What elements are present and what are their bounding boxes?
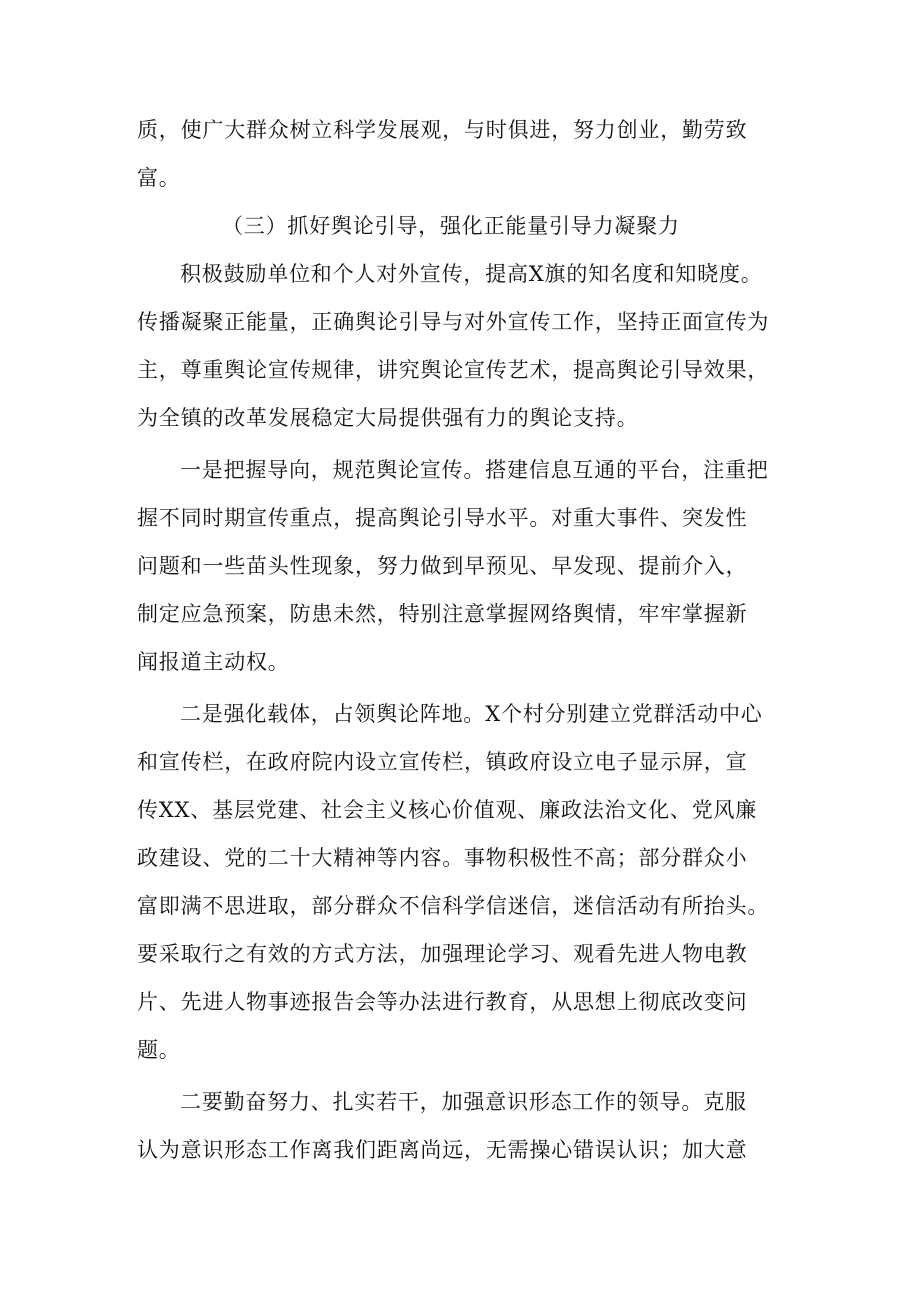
paragraph-line: 题。	[137, 1038, 181, 1062]
paragraph-line: 一是把握导向，规范舆论宣传。搭建信息互通的平台，注重把	[180, 458, 769, 482]
paragraph-line: 富。	[137, 166, 181, 190]
paragraph-line: 和宣传栏，在政府院内设立宣传栏，镇政府设立电子显示屏，宣	[137, 750, 748, 774]
paragraph-line: 片、先进人物事迹报告会等办法进行教育，从思想上彻底改变问	[137, 990, 748, 1014]
paragraph-line: 二是强化载体，占领舆论阵地。X个村分别建立党群活动中心	[180, 702, 763, 726]
paragraph-line: 质，使广大群众树立科学发展观，与时俱进，努力创业，勤劳致	[137, 118, 748, 142]
paragraph-line: 二要勤奋努力、扎实若干，加强意识形态工作的领导。克服	[180, 1090, 747, 1114]
paragraph-line: 政建设、党的二十大精神等内容。事物积极性不高；部分群众小	[137, 846, 748, 870]
paragraph-line: 要采取行之有效的方式方法，加强理论学习、观看先进人物电教	[137, 942, 748, 966]
paragraph-line: 认为意识形态工作离我们距离尚远，无需操心错误认识；加大意	[137, 1138, 748, 1162]
paragraph-line: 积极鼓励单位和个人对外宣传，提高X旗的知名度和知晓度。	[180, 262, 763, 286]
paragraph-line: 握不同时期宣传重点，提高舆论引导水平。对重大事件、突发性	[137, 506, 748, 530]
paragraph-line: 闻报道主动权。	[137, 650, 290, 674]
paragraph-line: 富即满不思进取，部分群众不信科学信迷信，迷信活动有所抬头。	[137, 894, 770, 918]
paragraph-line: 主，尊重舆论宣传规律，讲究舆论宣传艺术，提高舆论引导效果，	[137, 358, 770, 382]
paragraph-line: 传播凝聚正能量，正确舆论引导与对外宣传工作，坚持正面宣传为	[137, 310, 770, 334]
paragraph-line: 问题和一些苗头性现象，努力做到早预见、早发现、提前介入，	[137, 554, 748, 578]
paragraph-line: 传XX、基层党建、社会主义核心价值观、廉政法治文化、党风廉	[137, 798, 758, 822]
section-heading: （三）抓好舆论引导，强化正能量引导力凝聚力	[222, 214, 680, 238]
paragraph-line: 为全镇的改革发展稳定大局提供强有力的舆论支持。	[137, 406, 639, 430]
paragraph-line: 制定应急预案，防患未然，特别注意掌握网络舆情，牢牢掌握新	[137, 602, 748, 626]
